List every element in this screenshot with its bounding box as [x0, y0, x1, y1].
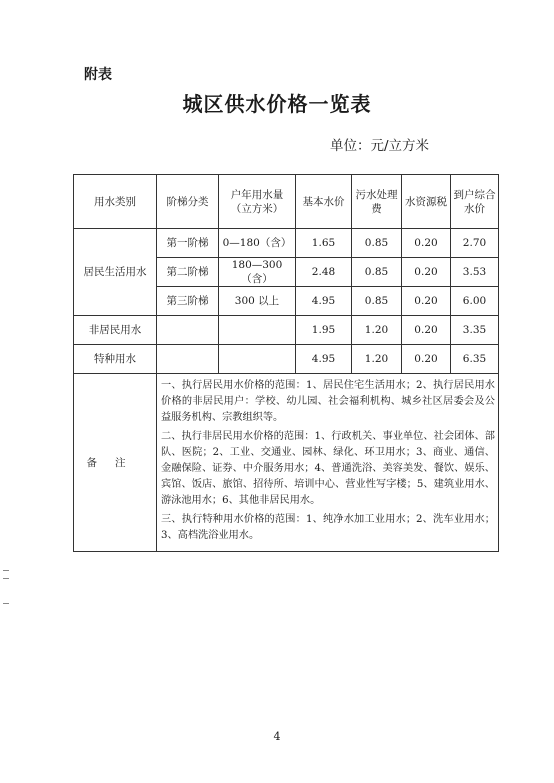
notes-row	[74, 374, 499, 552]
margin-mark	[3, 570, 9, 571]
header-cell: 基本水价	[296, 175, 352, 229]
water-tax-cell: 0.20	[402, 229, 451, 258]
note-paragraph: 一、执行居民用水价格的范围：1、居民住宅生活用水；2、执行居民用水价格的非居民用户：学校、幼儿园、社会福利机构、城乡社区居委会及公益服务机构、宗教组织等。	[161, 380, 495, 423]
base-price-cell: 4.95	[296, 287, 352, 316]
table-header-row	[74, 175, 499, 229]
total-price-cell: 3.53	[451, 258, 499, 287]
volume-cell: 180—300（含）	[219, 258, 296, 287]
margin-mark	[3, 603, 9, 604]
base-price-cell: 1.65	[296, 229, 352, 258]
page-title: 城区供水价格一览表	[182, 92, 372, 116]
total-price-cell: 2.70	[451, 229, 499, 258]
header-cell: 水资源税	[402, 175, 451, 229]
header-cell: 户年用水量（立方米）	[219, 175, 296, 229]
sewage-fee-cell: 0.85	[352, 258, 402, 287]
volume-cell	[219, 316, 296, 345]
note-paragraph: 三、执行特种用水价格的范围：1、纯净水加工业用水；2、洗车业用水；3、高档洗浴业用水。	[161, 514, 495, 541]
total-price-cell: 6.00	[451, 287, 499, 316]
tier-cell	[157, 345, 219, 374]
category-cell: 居民生活用水	[74, 229, 157, 316]
sewage-fee-cell: 0.85	[352, 229, 402, 258]
volume-cell	[219, 345, 296, 374]
base-price-cell: 4.95	[296, 345, 352, 374]
header-cell: 用水类别	[74, 175, 157, 229]
header-cell: 阶梯分类	[157, 175, 219, 229]
volume-cell: 0—180（含）	[219, 229, 296, 258]
total-price-cell: 6.35	[451, 345, 499, 374]
margin-mark	[3, 578, 9, 579]
sewage-fee-cell: 1.20	[352, 316, 402, 345]
tier-cell: 第一阶梯	[157, 229, 219, 258]
base-price-cell: 1.95	[296, 316, 352, 345]
table-row	[74, 229, 499, 258]
unit-label: 单位：元/立方米	[330, 138, 430, 154]
note-paragraph: 二、执行非居民用水价格的范围：1、行政机关、事业单位、社会团体、部队、医院；2、工业、交通业、园林、绿化、环卫用水；3、商业、通信、金融保险、证券、中介服务用水；4、普通洗浴、美容美发、餐饮、娱乐、宾馆、饭店、旅馆、招待所、培训中心、营业性写字楼；5、建筑业用水、游泳池用水；6、其他非居民用水。	[161, 431, 495, 506]
water-tax-cell: 0.20	[402, 287, 451, 316]
attachment-label: 附表	[84, 67, 112, 83]
table-row	[74, 345, 499, 374]
notes-label: 备注	[86, 456, 144, 469]
total-price-cell: 3.35	[451, 316, 499, 345]
sewage-fee-cell: 1.20	[352, 345, 402, 374]
header-cell: 到户综合水价	[451, 175, 499, 229]
base-price-cell: 2.48	[296, 258, 352, 287]
water-tax-cell: 0.20	[402, 316, 451, 345]
price-table	[73, 174, 499, 552]
table-row	[74, 316, 499, 345]
tier-cell	[157, 316, 219, 345]
notes-content	[157, 374, 499, 552]
volume-cell: 300 以上	[219, 287, 296, 316]
water-tax-cell: 0.20	[402, 345, 451, 374]
category-cell: 特种用水	[74, 345, 157, 374]
header-cell: 污水处理费	[352, 175, 402, 229]
notes-label-cell	[74, 374, 157, 552]
tier-cell: 第三阶梯	[157, 287, 219, 316]
water-tax-cell: 0.20	[402, 258, 451, 287]
sewage-fee-cell: 0.85	[352, 287, 402, 316]
category-cell: 非居民用水	[74, 316, 157, 345]
page-number: 4	[273, 730, 281, 743]
tier-cell: 第二阶梯	[157, 258, 219, 287]
